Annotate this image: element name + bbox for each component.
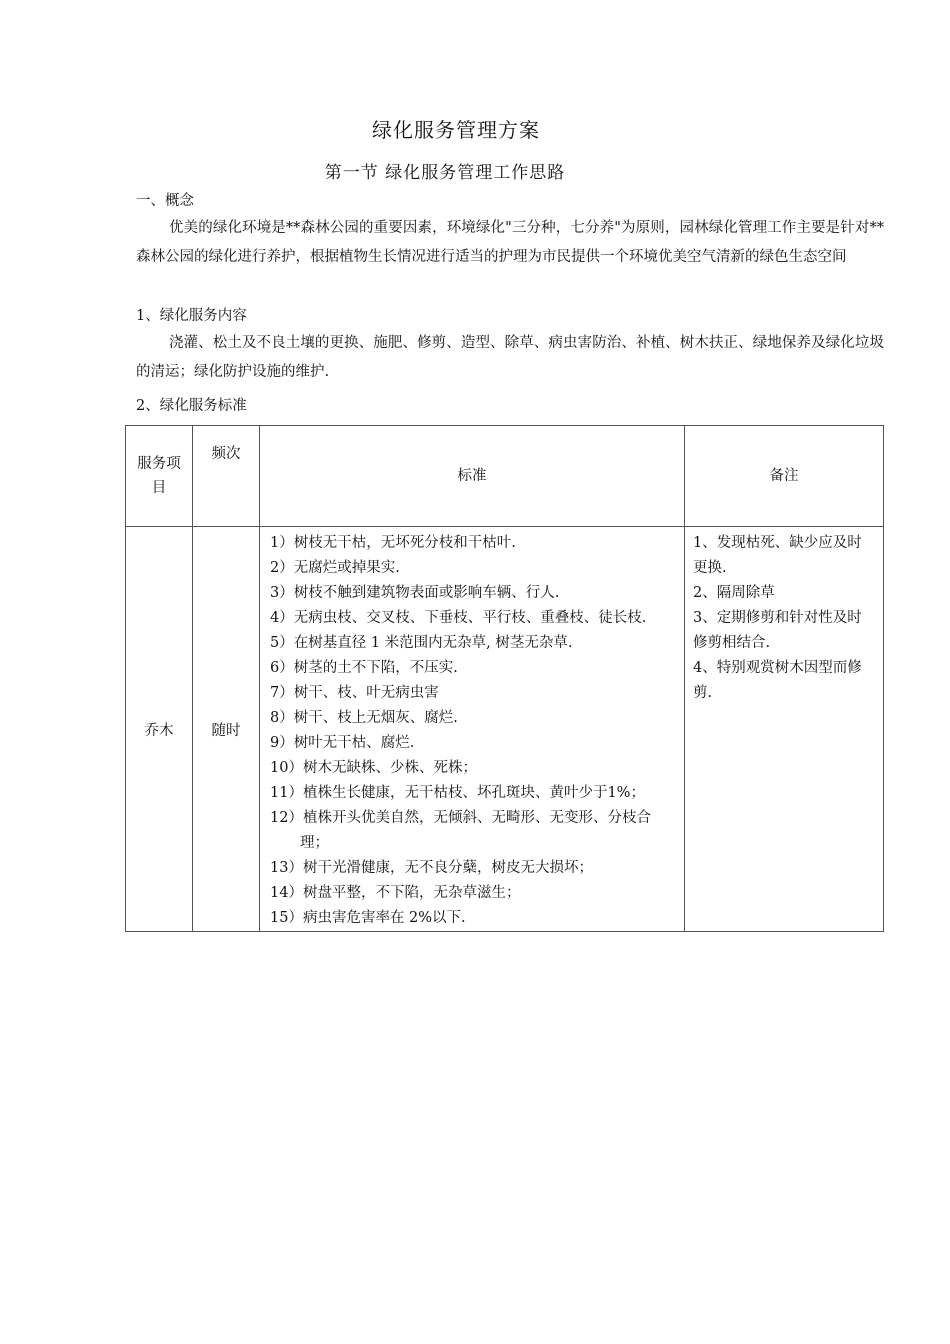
- standard-item: 10）树木无缺株、少株、死株；: [270, 760, 477, 776]
- header-frequency: 频次: [193, 426, 260, 527]
- cell-frequency: 随时: [193, 527, 260, 932]
- standard-item: 6）树茎的土不下陷，不压实.: [270, 660, 458, 676]
- paragraph-service-content: 浇灌、松土及不良土壤的更换、施肥、修剪、造型、除草、病虫害防治、补植、树木扶正、绿地保养及绿化垃圾的清运；绿化防护设施的维护.: [136, 335, 884, 380]
- standard-item: 5）在树基直径 1 米范围内无杂草, 树茎无杂草.: [270, 635, 573, 651]
- note-item: 3、定期修剪和针对性及时修剪相结合.: [693, 610, 862, 651]
- standard-item: 3）树枝不触到建筑物表面或影响车辆、行人.: [270, 585, 560, 601]
- standards-table: [125, 425, 884, 932]
- table-header-row: [126, 426, 884, 527]
- section-title: 第一节 绿化服务管理工作思路: [324, 163, 566, 183]
- standard-item: 8）树干、枝上无烟灰、腐烂.: [270, 710, 458, 726]
- standards-list: [260, 527, 684, 931]
- standard-item: 14）树盘平整，不下陷，无杂草滋生；: [270, 885, 521, 901]
- standard-item: 4）无病虫枝、交叉枝、下垂枝、平行枝、重叠枝、徒长枝.: [270, 610, 647, 626]
- heading-concept: 一、概念: [136, 193, 194, 209]
- paragraph-concept: 优美的绿化环境是**森林公园的重要因素，环境绿化"三分种，七分养"为原则，园林绿化管理工作主要是针对**森林公园的绿化进行养护，根据植物生长情况进行适当的护理为市民提供一个环境优美空气清新的绿色生态空间: [136, 220, 884, 265]
- standard-item: 11）植株生长健康，无干枯枝、坏孔斑块、黄叶少于1%；: [270, 785, 645, 801]
- standard-item: 13）树干光滑健康，无不良分蘖，树皮无大损坏；: [270, 860, 593, 876]
- document-title: 绿化服务管理方案: [372, 118, 540, 142]
- cell-notes: [685, 527, 884, 932]
- cell-standards: [260, 527, 685, 932]
- note-item: 1、发现枯死、缺少应及时更换.: [693, 535, 862, 576]
- cell-service-item: 乔木: [126, 527, 193, 932]
- header-note: 备注: [685, 426, 884, 527]
- notes-list: [685, 527, 883, 706]
- standard-item: 9）树叶无干枯、腐烂.: [270, 735, 415, 751]
- header-service-item: 服务项目: [126, 426, 193, 527]
- standard-item: 7）树干、枝、叶无病虫害: [270, 685, 439, 701]
- standard-item: 1）树枝无干枯，无坏死分枝和干枯叶.: [270, 535, 516, 551]
- standard-item: 15）病虫害危害率在 2%以下.: [270, 910, 466, 926]
- header-standard: 标准: [260, 426, 685, 527]
- heading-service-content: 1、绿化服务内容: [136, 308, 247, 324]
- table-row: [126, 527, 884, 932]
- heading-service-standard: 2、绿化服务标准: [136, 398, 247, 414]
- standard-item: 12）植株开头优美自然，无倾斜、无畸形、无变形、分枝合理；: [270, 810, 651, 851]
- note-item: 4、特别观赏树木因型而修剪.: [693, 660, 862, 701]
- standard-item: 2）无腐烂或掉果实.: [270, 560, 400, 576]
- note-item: 2、隔周除草: [693, 585, 775, 601]
